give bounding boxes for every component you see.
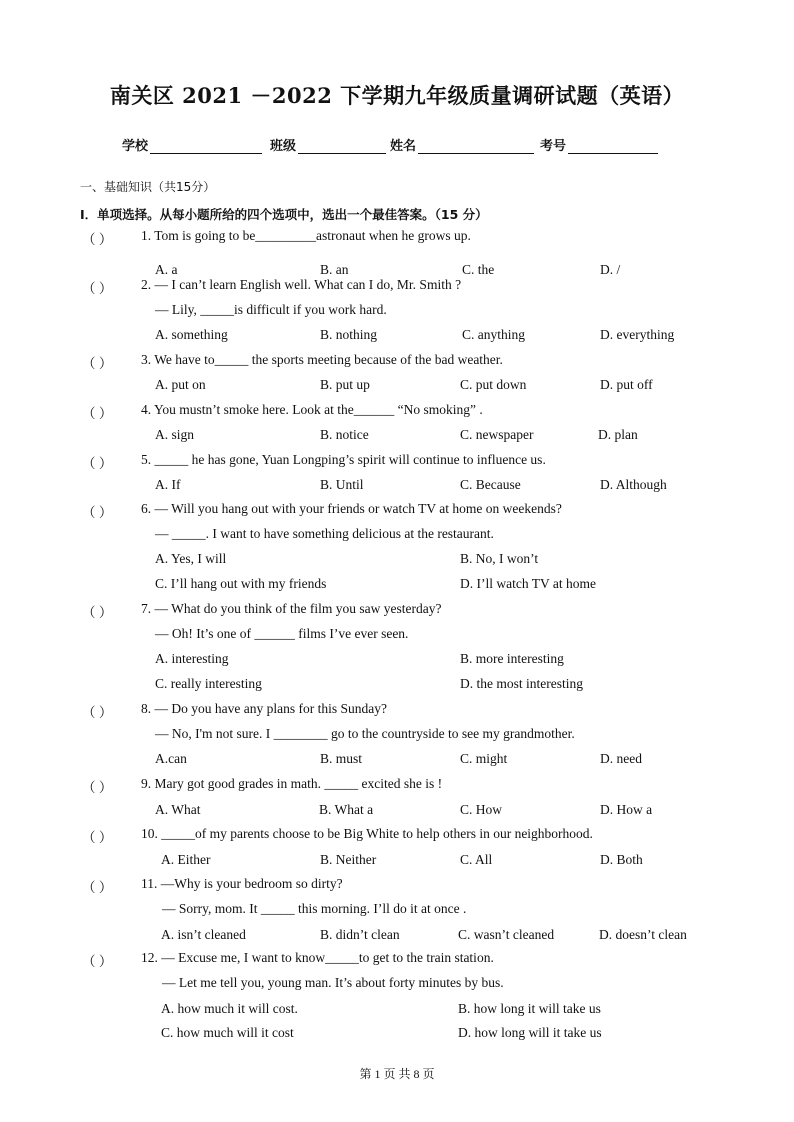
question-stem: 8. — Do you have any plans for this Sunday?	[141, 701, 387, 716]
question-line	[0, 701, 794, 721]
option-choice[interactable]: C. really interesting	[155, 676, 262, 691]
section-heading: 一、基础知识（共15分）	[80, 180, 216, 194]
option-choice[interactable]: A. isn’t cleaned	[161, 927, 246, 942]
question-line	[0, 950, 794, 970]
question-line	[0, 626, 794, 646]
option-row	[0, 551, 794, 571]
question-line	[0, 901, 794, 921]
page-footer: 第 1 页 共 8 页	[359, 1067, 435, 1081]
question-line	[0, 826, 794, 846]
option-choice[interactable]: A. Either	[161, 852, 211, 867]
school-blank[interactable]	[150, 139, 262, 154]
option-choice[interactable]: A. interesting	[155, 651, 229, 666]
school-label: 学校	[122, 139, 149, 154]
option-choice[interactable]: C. wasn’t cleaned	[458, 927, 555, 942]
question-stem: 7. — What do you think of the film you saw yesterday?	[141, 601, 442, 616]
question-stem: — No, I'm not sure. I ________ go to the countryside to see my grandmother.	[155, 726, 575, 741]
answer-bracket[interactable]: （ ）	[82, 356, 113, 371]
question-stem: 12. — Excuse me, I want to know_____to get to the train station.	[141, 950, 494, 965]
option-row	[0, 1025, 794, 1045]
question-line	[0, 526, 794, 546]
option-choice[interactable]: D. doesn’t clean	[599, 927, 687, 942]
option-choice[interactable]: B. must	[320, 751, 363, 766]
answer-bracket[interactable]: （ ）	[82, 705, 113, 720]
question-stem: 10. _____of my parents choose to be Big White to help others in our neighborhood.	[141, 826, 593, 841]
question-stem: 2. — I can’t learn English well. What can I do, Mr. Smith ?	[141, 277, 462, 292]
option-row	[0, 676, 794, 696]
answer-bracket[interactable]: （ ）	[82, 880, 113, 895]
question-line	[0, 302, 794, 322]
option-choice[interactable]: D. Although	[600, 477, 667, 492]
option-choice[interactable]: A. Yes, I will	[155, 551, 227, 566]
answer-bracket[interactable]: （ ）	[82, 456, 113, 471]
option-row	[0, 477, 794, 497]
answer-bracket[interactable]: （ ）	[82, 830, 113, 845]
option-choice[interactable]: C. newspaper	[460, 427, 534, 442]
question-line	[0, 776, 794, 796]
part-heading: Ⅰ．单项选择。从每小题所给的四个选项中，选出一个最佳答案。（15 分）	[80, 207, 488, 222]
answer-bracket[interactable]: （ ）	[82, 232, 113, 247]
option-choice[interactable]: C. might	[460, 751, 508, 766]
option-row	[0, 751, 794, 771]
question-stem: 1. Tom is going to be_________astronaut when he grows up.	[141, 228, 471, 243]
school-field[interactable]	[122, 135, 262, 154]
option-choice[interactable]: B. more interesting	[460, 651, 564, 666]
question-line	[0, 452, 794, 472]
answer-bracket[interactable]: （ ）	[82, 605, 113, 620]
option-choice[interactable]: B. notice	[320, 427, 369, 442]
question-stem: — Sorry, mom. It _____ this morning. I’ll do it at once .	[162, 901, 467, 916]
option-choice[interactable]: D. plan	[598, 427, 638, 442]
exam-number-label: 考号	[540, 139, 567, 154]
option-choice[interactable]: A. If	[155, 477, 181, 492]
exam-number-field[interactable]	[540, 135, 658, 154]
option-choice[interactable]: D. how long will it take us	[458, 1025, 602, 1040]
question-line	[0, 352, 794, 372]
question-line	[0, 601, 794, 621]
answer-bracket[interactable]: （ ）	[82, 780, 113, 795]
option-row	[0, 1001, 794, 1021]
option-choice[interactable]: B. Until	[320, 477, 364, 492]
question-stem: — Lily, _____is difficult if you work hard.	[155, 302, 387, 317]
question-line	[0, 402, 794, 422]
name-label: 姓名	[390, 139, 417, 154]
answer-bracket[interactable]: （ ）	[82, 954, 113, 969]
name-field[interactable]	[390, 135, 534, 154]
option-choice[interactable]: D. Both	[600, 852, 643, 867]
option-choice[interactable]: A.can	[155, 751, 187, 766]
option-choice[interactable]: D. put off	[600, 377, 653, 392]
option-row	[0, 802, 794, 822]
option-choice[interactable]: D. need	[600, 751, 642, 766]
option-row	[0, 927, 794, 947]
question-stem: 6. — Will you hang out with your friends or watch TV at home on weekends?	[141, 501, 562, 516]
student-info-fields	[122, 135, 682, 157]
option-choice[interactable]: B. an	[320, 262, 349, 277]
option-choice[interactable]: A. something	[155, 327, 228, 342]
option-choice[interactable]: B. No, I won’t	[460, 551, 539, 566]
question-stem: — _____. I want to have something delicious at the restaurant.	[155, 526, 494, 541]
option-choice[interactable]: D. /	[600, 262, 621, 277]
option-choice[interactable]: A. What	[155, 802, 201, 817]
question-line	[0, 277, 794, 297]
class-field[interactable]	[270, 135, 386, 154]
option-choice[interactable]: B. Neither	[320, 852, 377, 867]
question-line	[0, 726, 794, 746]
option-choice[interactable]: B. didn’t clean	[320, 927, 400, 942]
class-blank[interactable]	[298, 139, 386, 154]
question-line	[0, 501, 794, 521]
option-choice[interactable]: C. How	[460, 802, 503, 817]
option-row	[0, 427, 794, 447]
question-stem: 9. Mary got good grades in math. _____ excited she is !	[141, 776, 443, 791]
option-row	[0, 327, 794, 347]
option-choice[interactable]: A. put on	[155, 377, 206, 392]
option-choice[interactable]: A. how much it will cost.	[161, 1001, 298, 1016]
question-line	[0, 228, 794, 248]
name-blank[interactable]	[418, 139, 534, 154]
question-stem: 3. We have to_____ the sports meeting because of the bad weather.	[141, 352, 503, 367]
option-choice[interactable]: C. the	[462, 262, 495, 277]
option-row	[0, 651, 794, 671]
question-line	[0, 876, 794, 896]
option-choice[interactable]: C. I’ll hang out with my friends	[155, 576, 327, 591]
answer-bracket[interactable]: （ ）	[82, 406, 113, 421]
option-choice[interactable]: B. nothing	[320, 327, 378, 342]
option-choice[interactable]: D. everything	[600, 327, 675, 342]
option-choice[interactable]: B. put up	[320, 377, 370, 392]
option-choice[interactable]: C. anything	[462, 327, 525, 342]
option-row	[0, 576, 794, 596]
option-row	[0, 852, 794, 872]
option-choice[interactable]: C. put down	[460, 377, 527, 392]
option-choice[interactable]: B. how long it will take us	[458, 1001, 601, 1016]
question-stem: — Oh! It’s one of ______ films I’ve ever seen.	[155, 626, 409, 641]
option-choice[interactable]: C. All	[460, 852, 493, 867]
answer-bracket[interactable]: （ ）	[82, 505, 113, 520]
question-stem: 4. You mustn’t smoke here. Look at the______ “No smoking” .	[141, 402, 483, 417]
page-title: 南关区 2021 －2022 下学期九年级质量调研试题（英语）	[109, 83, 685, 108]
option-choice[interactable]: A. a	[155, 262, 178, 277]
question-stem: — Let me tell you, young man. It’s about forty minutes by bus.	[162, 975, 504, 990]
question-line	[0, 975, 794, 995]
option-choice[interactable]: D. the most interesting	[460, 676, 583, 691]
answer-bracket[interactable]: （ ）	[82, 281, 113, 296]
option-choice[interactable]: B. What a	[319, 802, 374, 817]
option-choice[interactable]: C. how much will it cost	[161, 1025, 294, 1040]
class-label: 班级	[270, 139, 297, 154]
option-row	[0, 377, 794, 397]
question-stem: 11. —Why is your bedroom so dirty?	[141, 876, 343, 891]
option-choice[interactable]: D. I’ll watch TV at home	[460, 576, 596, 591]
option-choice[interactable]: D. How a	[600, 802, 653, 817]
question-stem: 5. _____ he has gone, Yuan Longping’s spirit will continue to influence us.	[141, 452, 546, 467]
option-choice[interactable]: C. Because	[460, 477, 521, 492]
exam-number-blank[interactable]	[568, 139, 658, 154]
option-choice[interactable]: A. sign	[155, 427, 195, 442]
